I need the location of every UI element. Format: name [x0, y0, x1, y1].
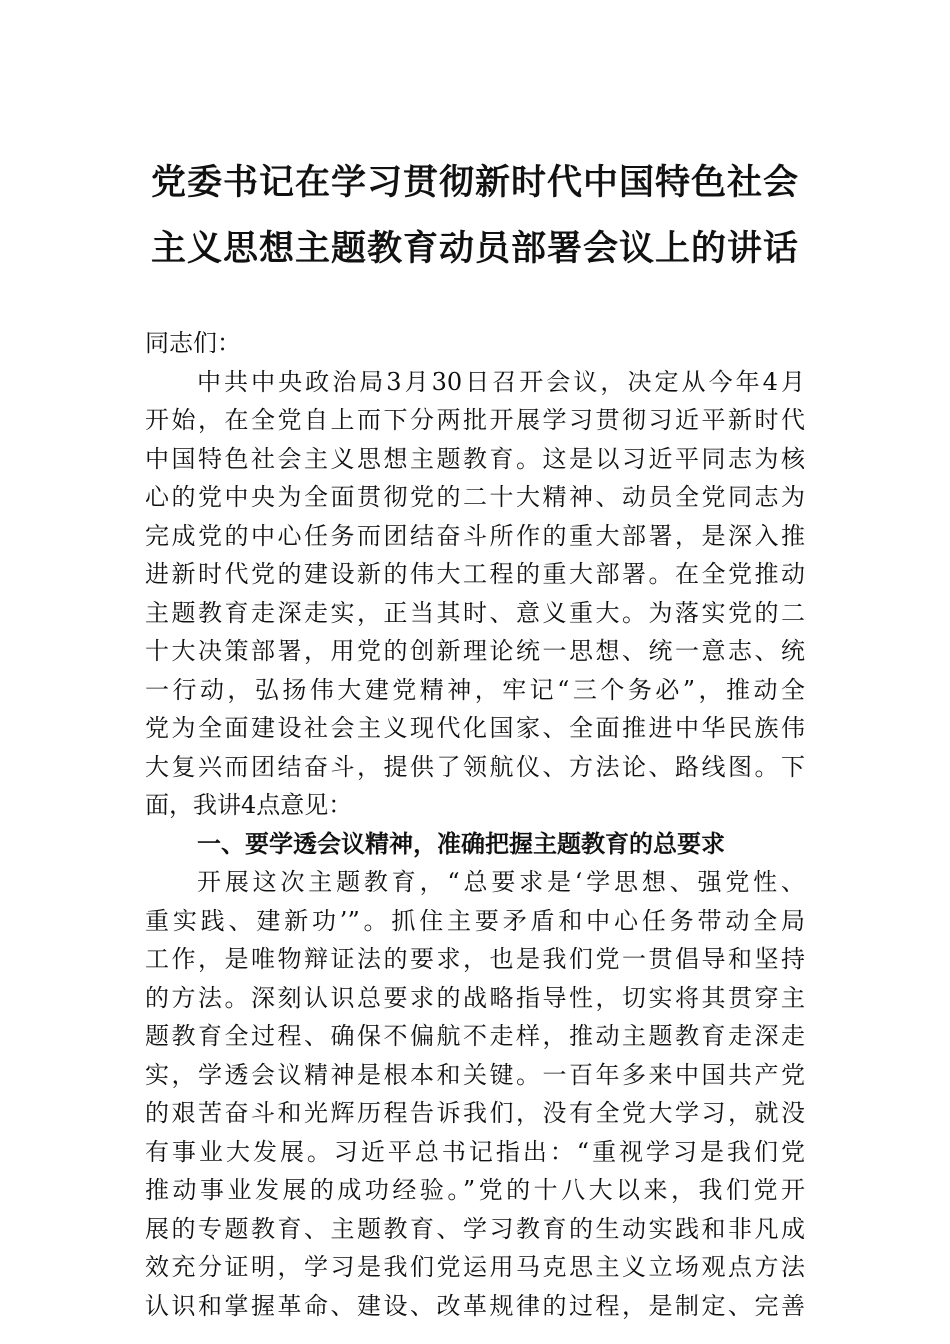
paragraph-1 — [145, 363, 805, 825]
paragraph-line: 展的专题教育、主题教育、学习教育的生动实践和非凡成 — [145, 1214, 805, 1243]
document-body — [145, 324, 805, 1325]
paragraph-line: 开展这次主题教育，“总要求是‘学思想、强党性、 — [197, 868, 805, 896]
paragraph-line: 效充分证明，学习是我们党运用马克思主义立场观点方法 — [145, 1253, 805, 1281]
document-title — [145, 150, 805, 282]
title-line-1: 党委书记在学习贯彻新时代中国特色社会 — [150, 163, 799, 203]
paragraph-line: 中国特色社会主义思想主题教育。这是以习近平同志为核 — [145, 444, 805, 473]
paragraph-line: 十大决策部署，用党的创新理论统一思想、统一意志、统 — [145, 637, 805, 665]
greeting: 同志们： — [145, 329, 241, 357]
paragraph-line: 进新时代党的建设新的伟大工程的重大部署。在全党推动 — [145, 560, 805, 588]
paragraph-line: 推动事业发展的成功经验。”党的十八大以来，我们党开 — [145, 1176, 805, 1204]
paragraph-line: 一行动，弘扬伟大建党精神，牢记“三个务必”，推动全 — [145, 675, 805, 704]
paragraph-line: 重实践、建新功’”。抓住主要矛盾和中心任务带动全局 — [145, 906, 805, 935]
paragraph-line: 面，我讲4点意见： — [145, 791, 353, 819]
paragraph-line: 完成党的中心任务而团结奋斗所作的重大部署，是深入推 — [145, 521, 805, 550]
title-line-2: 主义思想主题教育动员部署会议上的讲话 — [150, 229, 799, 269]
paragraph-line: 有事业大发展。习近平总书记指出：“重视学习是我们党 — [145, 1137, 805, 1166]
paragraph-line: 的方法。深刻认识总要求的战略指导性，切实将其贯穿主 — [145, 983, 805, 1012]
paragraph-line: 开始，在全党自上而下分两批开展学习贯彻习近平新时代 — [145, 406, 805, 434]
paragraph-line: 党为全面建设社会主义现代化国家、全面推进中华民族伟 — [145, 714, 805, 742]
paragraph-line: 认识和掌握革命、建设、改革规律的过程，是制定、完善 — [145, 1291, 805, 1320]
paragraph-line: 主题教育走深走实，正当其时、意义重大。为落实党的二 — [145, 598, 805, 627]
paragraph-line: 大复兴而团结奋斗，提供了领航仪、方法论、路线图。下 — [145, 752, 805, 781]
paragraph-line: 题教育全过程、确保不偏航不走样，推动主题教育走深走 — [145, 1022, 805, 1050]
paragraph-line: 工作，是唯物辩证法的要求，也是我们党一贯倡导和坚持 — [145, 945, 805, 973]
paragraph-line: 心的党中央为全面贯彻党的二十大精神、动员全党同志为 — [145, 483, 805, 511]
paragraph-line: 的艰苦奋斗和光辉历程告诉我们，没有全党大学习，就没 — [145, 1099, 805, 1127]
paragraph-line: 中共中央政治局3月30日召开会议，决定从今年4月 — [197, 367, 805, 396]
paragraph-line: 实，学透会议精神是根本和关键。一百年多来中国共产党 — [145, 1060, 805, 1089]
paragraph-2 — [145, 863, 805, 1325]
section-heading-1: 一、要学透会议精神，准确把握主题教育的总要求 — [197, 829, 725, 858]
